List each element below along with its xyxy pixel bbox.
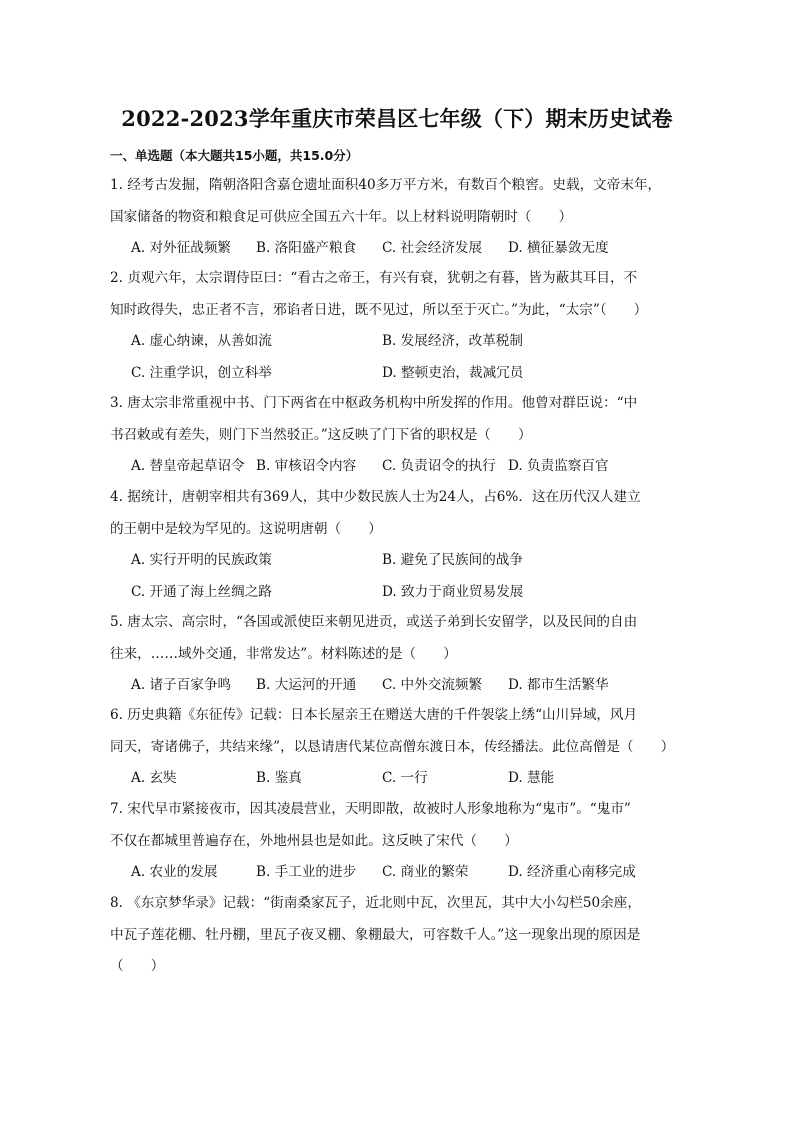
exam-title: 2022-2023学年重庆市荣昌区七年级（下）期末历史试卷 [121, 106, 673, 131]
question-5-option-a[interactable]: A. 诸子百家争鸣 [131, 677, 232, 693]
question-5 [110, 607, 694, 702]
question-5-line-1: 5. 唐太宗、高宗时，“各国或派使臣来朝见进贡，或送子弟到长安留学，以及民间的自由 [110, 614, 638, 630]
section-heading: 一、单选题（本大题共15小题，共15.0分） [110, 148, 359, 163]
question-3-line-1: 3. 唐太宗非常重视中书、门下两省在中枢政务机构中所发挥的作用。他曾对群臣说：“中 [110, 395, 638, 411]
question-7 [110, 794, 694, 889]
question-7-options [110, 857, 694, 889]
question-7-option-b[interactable]: B. 手工业的进步 [256, 864, 357, 880]
question-6-line-2: 同天，寄诸佛子，共结来缘”，以恳请唐代某位高僧东渡日本，传经播法。此位高僧是（ ） [110, 738, 675, 755]
question-3 [110, 388, 694, 483]
question-8-line-1: 8. 《东京梦华录》记载：“街南桑家瓦子，近北则中瓦，次里瓦，其中大小勾栏50余座， [110, 895, 641, 911]
question-2 [110, 263, 694, 389]
question-7-option-c[interactable]: C. 商业的繁荣 [382, 864, 469, 880]
question-8-line-2: 中瓦子莲花棚、牡丹棚，里瓦子夜叉棚、象棚最大，可容数千人。”这一现象出现的原因是 [110, 926, 641, 943]
question-3-option-b[interactable]: B. 审核诏令内容 [256, 458, 357, 474]
question-4-option-c[interactable]: C. 开通了海上丝绸之路 [131, 583, 272, 600]
question-4-options-row-2 [110, 577, 694, 609]
question-7-line-1: 7. 宋代早市紧接夜市，因其凌晨营业，天明即散，故被时人形象地称为“鬼市”。“鬼市” [110, 801, 631, 817]
question-4-options-row-1 [110, 545, 694, 577]
question-5-option-c[interactable]: C. 中外交流频繁 [382, 677, 483, 693]
question-2-option-d[interactable]: D. 整顿吏治，裁减冗员 [382, 364, 524, 381]
question-7-option-d[interactable]: D. 经济重心南移完成 [508, 864, 636, 880]
question-3-options [110, 451, 694, 483]
question-1-option-a[interactable]: A. 对外征战频繁 [131, 240, 232, 256]
question-2-line-1: 2. 贞观六年，太宗谓侍臣曰：“看古之帝王，有兴有衰，犹朝之有暮，皆为蔽其耳目，不 [110, 270, 638, 286]
question-3-option-d[interactable]: D. 负责监察百官 [508, 458, 609, 474]
question-4-line-2: 的王朝中是较为罕见的。这说明唐朝（ ） [110, 520, 382, 537]
question-2-options-row-1 [110, 326, 694, 358]
question-3-line-2: 书召敕或有差失，则门下当然驳正。”这反映了门下省的职权是（ ） [110, 426, 532, 443]
question-5-options [110, 670, 694, 702]
question-6-option-d[interactable]: D. 慧能 [508, 770, 555, 786]
question-1-line-2: 国家储备的物资和粮食足可供应全国五六十年。以上材料说明隋朝时（ ） [110, 208, 573, 225]
question-5-option-d[interactable]: D. 都市生活繁华 [508, 677, 609, 693]
question-5-option-b[interactable]: B. 大运河的开通 [256, 677, 357, 693]
question-8-line-3: （ ） [110, 958, 165, 974]
question-2-options-row-2 [110, 358, 694, 390]
question-6-options [110, 763, 694, 795]
question-8 [110, 888, 694, 983]
question-7-option-a[interactable]: A. 农业的发展 [131, 864, 218, 880]
question-2-option-c[interactable]: C. 注重学识，创立科举 [131, 364, 272, 381]
question-7-line-2: 不仅在都城里普遍存在，外地州县也是如此。这反映了宋代（ ） [110, 832, 518, 849]
question-2-line-2: 知时政得失，忠正者不言，邪谄者日进，既不见过，所以至于灭亡。”为此，“太宗”（ ） [110, 301, 648, 318]
question-1-option-d[interactable]: D. 横征暴敛无度 [508, 240, 609, 256]
question-4-option-a[interactable]: A. 实行开明的民族政策 [131, 552, 272, 568]
question-6-option-b[interactable]: B. 鉴真 [256, 770, 302, 786]
question-4-option-b[interactable]: B. 避免了民族间的战争 [382, 552, 523, 568]
question-4-option-d[interactable]: D. 致力于商业贸易发展 [382, 583, 524, 600]
question-6-line-1: 6. 历史典籍《东征传》记载：日本长屋亲王在赠送大唐的千件袈裟上绣“山川异域，风月 [110, 707, 638, 723]
question-2-option-b[interactable]: B. 发展经济，改革税制 [382, 333, 523, 349]
question-1-option-c[interactable]: C. 社会经济发展 [382, 240, 483, 256]
question-3-option-a[interactable]: A. 替皇帝起草诏令 [131, 458, 245, 474]
question-1-options [110, 233, 694, 265]
question-6 [110, 700, 694, 795]
question-6-option-a[interactable]: A. 玄奘 [131, 770, 177, 786]
question-2-option-a[interactable]: A. 虚心纳谏，从善如流 [131, 333, 272, 349]
question-1-line-1: 1. 经考古发掘，隋朝洛阳含嘉仓遗址面积40多万平方米，有数百个粮窖。史载，文帝末年， [110, 177, 662, 193]
question-4-line-1: 4. 据统计，唐朝宰相共有369人，其中少数民族人士为24人，占6%．这在历代汉人建立 [110, 489, 641, 505]
question-5-line-2: 往来，……域外交通，非常发达”。材料陈述的是（ ） [110, 645, 457, 662]
question-1 [110, 170, 694, 265]
question-1-option-b[interactable]: B. 洛阳盛产粮食 [256, 240, 357, 256]
question-3-option-c[interactable]: C. 负责诏令的执行 [382, 458, 496, 474]
question-6-option-c[interactable]: C. 一行 [382, 770, 428, 786]
question-4 [110, 482, 694, 608]
